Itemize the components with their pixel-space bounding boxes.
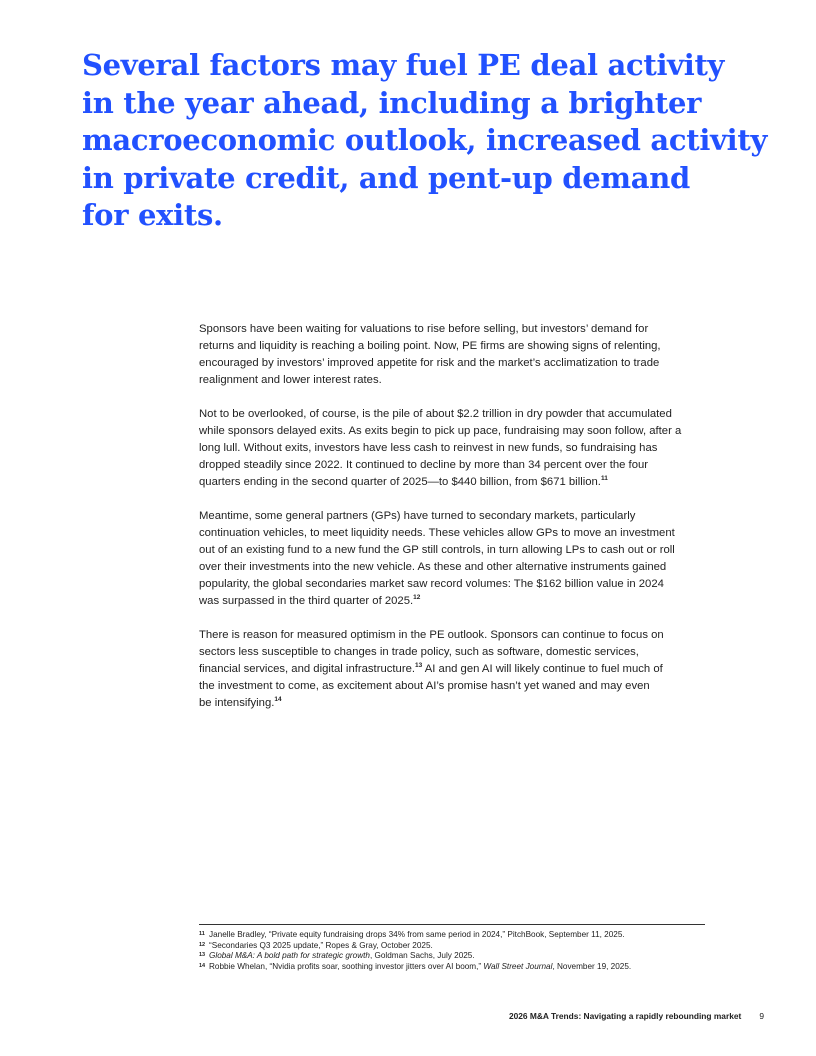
footnote-ref-12[interactable]: 12 bbox=[413, 594, 421, 602]
footnote-ref-13[interactable]: 13 bbox=[415, 662, 423, 670]
text-line bbox=[199, 661, 711, 678]
paragraph-dry-powder bbox=[199, 406, 711, 491]
text-line: long lull. Without exits, investors have less cash to reinvest in new funds, so fundraising has bbox=[199, 442, 658, 454]
text-line: sectors less susceptible to changes in trade policy, such as software, domestic services, bbox=[199, 646, 639, 658]
footnote-text: “Secondaries Q3 2025 update,” Ropes & Gray, October 2025. bbox=[209, 940, 433, 950]
headline-line: Several factors may fuel PE deal activity bbox=[82, 48, 725, 82]
footnote-number: 14 bbox=[199, 962, 206, 969]
footnote-source: , Goldman Sachs, July 2025. bbox=[369, 951, 475, 960]
text-line-content: quarters ending in the second quarter of 2025—to $440 billion, from $671 billion. bbox=[199, 476, 601, 488]
footnote-number: 11 bbox=[199, 931, 205, 937]
text-line bbox=[199, 474, 711, 491]
paragraph-measured-optimism bbox=[199, 627, 711, 712]
headline-line: for exits. bbox=[82, 198, 223, 232]
text-line bbox=[199, 593, 711, 610]
headline-line: in the year ahead, including a brighter bbox=[82, 85, 702, 120]
headline-line: macroeconomic outlook, increased activity bbox=[82, 123, 768, 157]
footnote-number: 13 bbox=[199, 952, 206, 958]
footnote-ref-14[interactable]: 14 bbox=[274, 696, 282, 704]
text-segment: financial services, and digital infrastructure. bbox=[199, 663, 415, 675]
footnote-13 bbox=[199, 951, 719, 962]
body-text bbox=[199, 321, 711, 729]
footnote-number: 12 bbox=[199, 941, 206, 948]
text-line: realignment and lower interest rates. bbox=[199, 374, 382, 386]
text-line: Sponsors have been waiting for valuations to rise before selling, but investors’ demand for bbox=[199, 323, 649, 335]
text-line: popularity, the global secondaries market saw record volumes: The $162 billion value in 2024 bbox=[199, 578, 664, 590]
text-line: Meantime, some general partners (GPs) have turned to secondary markets, particularly bbox=[199, 510, 636, 522]
text-line: the investment to come, as excitement about AI’s promise hasn’t yet waned and may even bbox=[199, 680, 650, 692]
footnote-14 bbox=[199, 962, 719, 973]
text-line: There is reason for measured optimism in the PE outlook. Sponsors can continue to focus on bbox=[199, 629, 664, 641]
footnote-ref-11[interactable]: 11 bbox=[600, 475, 608, 483]
text-line: over their investments into the new vehicle. As these and other alternative instruments gained bbox=[199, 561, 667, 573]
footnote-text: Janelle Bradley, “Private equity fundraising drops 34% from same period in 2024,” PitchBook, September 11, 2025. bbox=[209, 930, 625, 939]
text-line-content: be intensifying. bbox=[199, 697, 275, 709]
footnote-title: Global M&A: A bold path for strategic growth bbox=[209, 951, 370, 960]
text-line: out of an existing fund to a new fund the GP still controls, in turn allowing LPs to cash out or roll bbox=[199, 544, 675, 556]
text-line: dropped steadily since 2022. It continued to decline by more than 34 percent over the four bbox=[199, 459, 649, 471]
text-line: Not to be overlooked, of course, is the pile of about $2.2 trillion in dry powder that accumulated bbox=[199, 408, 672, 420]
paragraph-secondary-markets bbox=[199, 508, 711, 610]
text-line: returns and liquidity is reaching a boiling point. Now, PE firms are showing signs of relenting, bbox=[199, 340, 661, 352]
headline-line: in private credit, and pent-up demand bbox=[82, 160, 691, 195]
footnote-citation: Robbie Whelan, “Nvidia profits soar, soothing investor jitters over AI boom,” bbox=[209, 961, 484, 971]
footnotes bbox=[199, 930, 719, 972]
footnote-divider bbox=[199, 924, 705, 925]
footnote-publication: Wall Street Journal bbox=[483, 961, 553, 971]
text-line: continuation vehicles, to meet liquidity needs. These vehicles allow GPs to move an investment bbox=[199, 527, 675, 539]
report-title: 2026 M&A Trends: Navigating a rapidly rebounding market bbox=[508, 1011, 742, 1021]
text-segment: AI and gen AI will likely continue to fuel much of bbox=[422, 663, 663, 675]
text-line: encouraged by investors’ improved appetite for risk and the market’s acclimatization to trade bbox=[199, 357, 660, 369]
page-headline bbox=[82, 47, 768, 235]
page-number: 9 bbox=[759, 1011, 764, 1021]
footnote-date: , November 19, 2025. bbox=[552, 961, 632, 971]
footnote-text bbox=[209, 951, 475, 962]
text-line: while sponsors delayed exits. As exits begin to pick up pace, fundraising may soon follow, after a bbox=[199, 425, 682, 437]
text-line bbox=[199, 695, 711, 712]
page-footer bbox=[509, 1011, 764, 1021]
footnote-text bbox=[209, 962, 631, 973]
text-line-content: was surpassed in the third quarter of 2025. bbox=[199, 595, 414, 607]
footnote-12 bbox=[199, 941, 719, 952]
footnote-11 bbox=[199, 930, 719, 941]
paragraph-sponsors-waiting bbox=[199, 321, 711, 389]
